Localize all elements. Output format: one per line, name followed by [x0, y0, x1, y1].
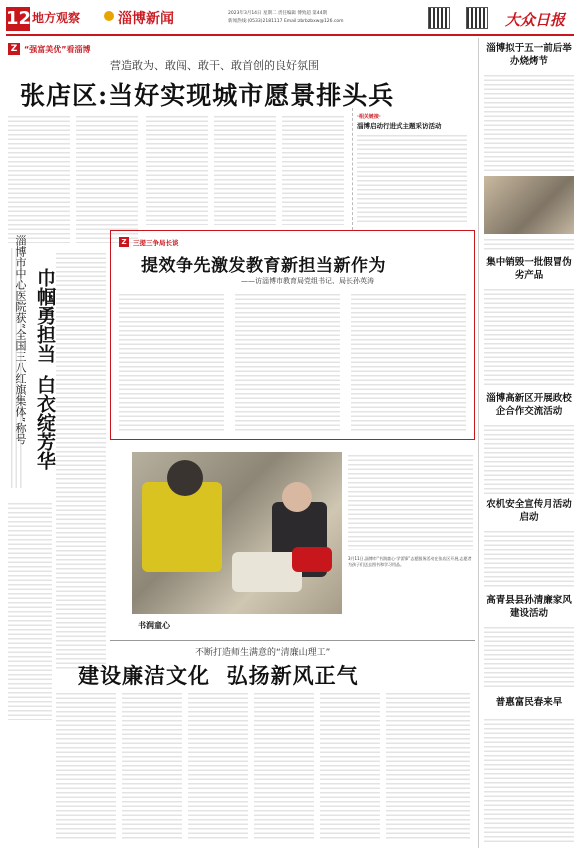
kicker: 营造敢为、敢闯、敢干、敢首创的良好氛围 [110, 59, 319, 72]
related-link-title: 淄博启动行进式主题采访活动 [357, 122, 442, 130]
side-headline: 高青县县孙清廉家风建设活动 [486, 595, 572, 619]
article-body [484, 286, 574, 386]
article-body [351, 291, 466, 431]
article-body [484, 624, 574, 690]
photo-caption: 3月11日,淄博市“书润童心·学雷锋”志愿服务活动在张店区开展,志愿者为孩子们送去图书和学习用品。 [348, 556, 472, 567]
related-link-body [357, 132, 467, 222]
article-body [386, 690, 470, 840]
side-headline: 淄博高新区开展政校企合作交流活动 [486, 393, 572, 417]
article-body [56, 250, 106, 670]
paper-logo: 大众日报 [505, 11, 566, 29]
divider [110, 640, 475, 641]
related-link-label: ·相关链接· [357, 114, 381, 120]
article-body [76, 113, 138, 243]
section-tag: Z [119, 237, 129, 247]
article-body [348, 452, 473, 550]
article-body [484, 528, 574, 588]
headline: 张店区:当好实现城市愿景排头兵 [20, 81, 395, 110]
photo-caption-title: 书润童心 [138, 621, 170, 630]
qr-code-icon [428, 7, 450, 29]
interview-headline: 提效争先激发教育新担当新作为 [141, 256, 386, 276]
vertical-headline-1: 巾帼勇担当 [34, 268, 56, 363]
article-body [320, 690, 380, 840]
side-headline: 农机安全宣传月活动启动 [486, 499, 572, 523]
paper-name: 淄博新闻 [118, 11, 174, 27]
column-label: “强富美优”看淄博 [24, 45, 91, 54]
page-number: 12 [6, 8, 32, 29]
article-body [119, 291, 224, 431]
photo-child-head [282, 482, 312, 512]
date-line: 2023年3月14日 星期二 责任编辑 傅致超 第44期 [228, 11, 327, 16]
vertical-subtitle: 淄博市中心医院获“全国三八红旗集体”称号 [14, 235, 27, 445]
article-body [56, 690, 116, 840]
news-photo [132, 452, 342, 614]
header-rule [6, 34, 574, 36]
article-body [484, 72, 574, 172]
section-tag: Z [8, 43, 20, 55]
bottom-kicker: 不断打造师生满意的“清廉山理工” [195, 648, 331, 658]
article-body [8, 113, 70, 243]
emblem-icon [104, 11, 114, 21]
article-body [214, 113, 276, 225]
article-body [484, 422, 574, 494]
bottom-headline: 建设廉洁文化 弘扬新风正气 [78, 663, 359, 688]
side-headline: 淄博拟于五一前后举办烧烤节 [486, 43, 572, 67]
column-divider [478, 38, 479, 848]
vertical-headline-2: 白衣绽芳华 [34, 375, 56, 470]
photo-caption [484, 236, 574, 250]
column-label: 三提三争局长谈 [133, 239, 179, 247]
photo-head [167, 460, 203, 496]
side-headline: 普惠富民春来早 [495, 697, 563, 708]
photo-red-bag [292, 547, 332, 572]
side-photo [484, 176, 574, 234]
section-title: 地方观察 [32, 11, 81, 25]
contact-line: 新闻热线:(0533)2181117 Email:zbrbzbxw@126.com [228, 19, 344, 24]
article-body [484, 716, 574, 844]
article-body [282, 113, 344, 225]
article-body [8, 500, 52, 720]
article-body [235, 291, 340, 431]
interview-box [110, 230, 475, 440]
side-headline: 集中销毁一批假冒伪劣产品 [486, 257, 572, 281]
related-link-box [352, 108, 470, 230]
article-body [122, 690, 182, 840]
article-body [188, 690, 248, 840]
interview-subhead: ——访淄博市教育局党组书记、局长孙英涛 [241, 277, 374, 285]
qr-code-icon [466, 7, 488, 29]
article-body [254, 690, 314, 840]
article-body [146, 113, 208, 225]
